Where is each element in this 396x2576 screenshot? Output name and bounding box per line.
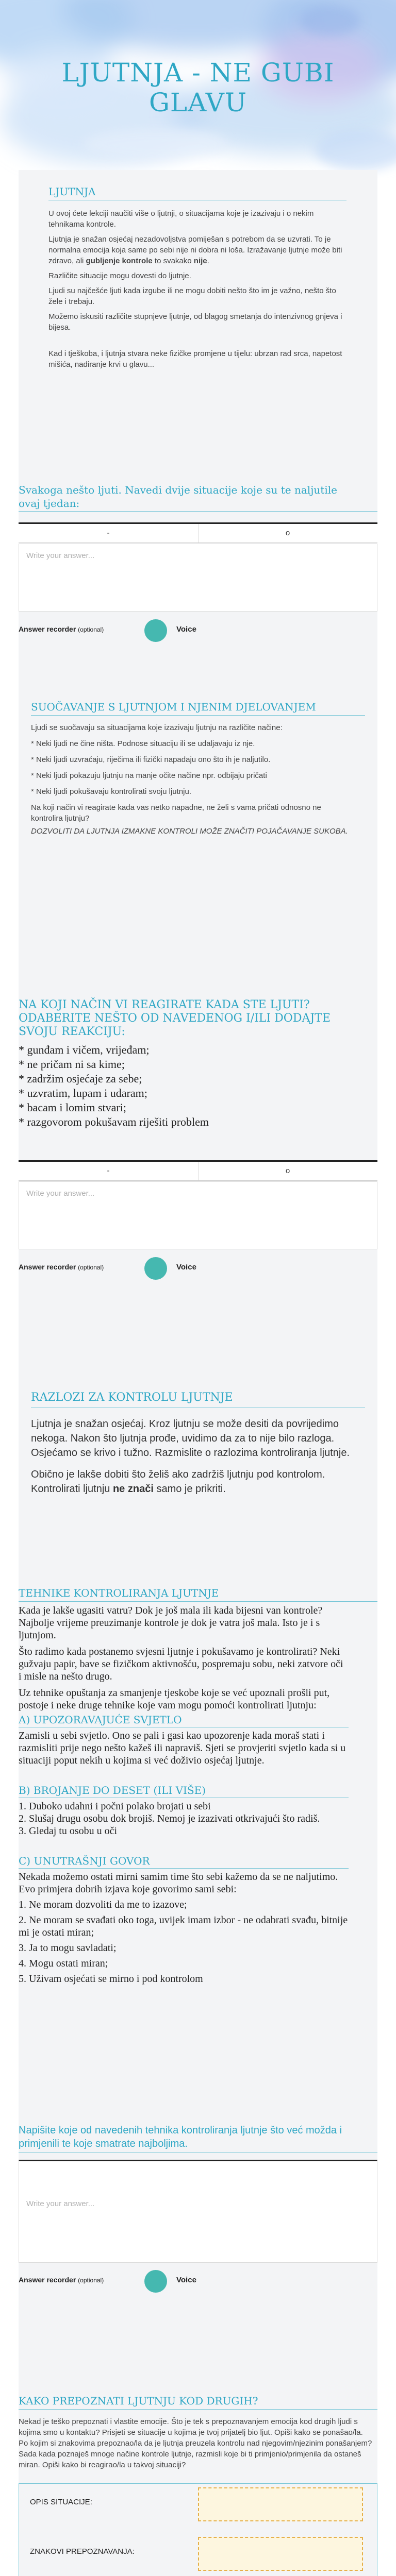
coping-caps-note: DOZVOLITI DA LJUTNJA IZMAKNE KONTROLI MOŽE ZNAČITI POJAČAVANJE SUKOBA. xyxy=(31,827,348,836)
intro-p4: Ljudi su najčešće ljuti kada izgube ili ne mogu dobiti nešto što im je važno, nešto što žele i trebaju. xyxy=(48,286,336,306)
question2-answer-field[interactable] xyxy=(19,1181,377,1249)
technique-c-heading: C) UNUTRAŠNJI GOVOR xyxy=(19,1855,150,1867)
row-label-situation: OPIS SITUACIJE: xyxy=(30,2498,92,2506)
table-col-2: o xyxy=(285,1166,290,1175)
recorder-label: Answer recorder (optional) xyxy=(19,625,104,633)
question1-answer-recorder xyxy=(19,619,377,640)
techniques-text xyxy=(19,1604,349,1985)
reaction-option: * razgovorom pokušavam riješiti problem xyxy=(19,1115,209,1128)
record-voice-button[interactable] xyxy=(144,619,167,642)
coping-question: Na koji način vi reagirate kada vas netko napadne, ne želi s vama pričati odnosno ne kontrolira ljutnju? xyxy=(31,803,321,823)
control-text xyxy=(31,1417,361,1496)
question1-answer-field[interactable] xyxy=(19,544,377,612)
answer-placeholder: Write your answer... xyxy=(26,1189,95,1198)
page-title-line1: LJUTNJA - NE GUBI xyxy=(61,58,335,88)
coping-item: * Neki ljudi pokazuju ljutnju na manje očite načine npr. odbijaju pričati xyxy=(31,771,267,780)
divider xyxy=(19,511,377,512)
technique-b-item: 2. Slušaj drugu osobu dok brojiš. Nemoj je izazivati otkrivajući što radiš. xyxy=(19,1813,320,1824)
tech-p2: Što radimo kada postanemo svjesni ljutnje i pokušavamo je kontrolirati? Neki gužvaju papir, bave se fizičkom aktivnošću, pospremaju sobu, neki zatvore oči i misle na nešto drugo. xyxy=(19,1646,343,1682)
control-p2-bold: ne znači xyxy=(112,1483,154,1495)
intro-p3: Različite situacije mogu dovesti do ljutnje. xyxy=(48,272,191,280)
coping-text xyxy=(31,722,351,837)
voice-label: Voice xyxy=(176,2276,196,2284)
reaction-option: * zadržim osjećaje za sebe; xyxy=(19,1072,142,1085)
question3-answer-field[interactable] xyxy=(19,2160,377,2263)
technique-b-item: 3. Gledaj tu osobu u oči xyxy=(19,1825,118,1837)
technique-c-item: 3. Ja to mogu savladati; xyxy=(19,1942,117,1954)
tech-p1: Kada je lakše ugasiti vatru? Dok je još mala ili kada bijesni van kontrole? Najbolje vrijeme preuzimanje kontrole je dok je vatra još mala. Isto je i s ljutnjom. xyxy=(19,1605,323,1641)
intro-p2-bold2: nije xyxy=(193,257,207,265)
table-col-1: - xyxy=(107,529,110,537)
intro-heading: LJUTNJA xyxy=(48,185,96,198)
recorder-label: Answer recorder (optional) xyxy=(19,2276,104,2284)
technique-c-item: 5. Uživam osjećati se mirno i pod kontrolom xyxy=(19,1973,203,1985)
control-p2: Obično je lakše dobiti što želiš ako zadržiš ljutnju pod kontrolom. Kontrolirati ljutnju ne znači samo je prikriti. xyxy=(31,1469,325,1495)
intro-p1: U ovoj ćete lekciji naučiti više o ljutnji, o situacijama koje je izazivaju i o nekim tehnikama kontrole. xyxy=(48,209,314,229)
coping-heading: SUOČAVANJE S LJUTNJOM I NJENIM DJELOVANJEM xyxy=(31,701,316,713)
voice-label: Voice xyxy=(176,625,196,634)
techniques-heading: TEHNIKE KONTROLIRANJA LJUTNJE xyxy=(19,1587,219,1599)
question1-table-header xyxy=(19,522,377,543)
technique-c-item: 2. Ne moram se svađati oko toga, uvijek imam izbor - ne odabrati svađu, bitnije mi je ostati miran; xyxy=(19,1914,348,1938)
technique-a-text: Zamisli u sebi svjetlo. Ono se pali i gasi kao upozorenje kada moraš stati i razmisliti prije nego nešto kažeš ili napraviš. Sjeti se provjeriti svjetlo kada si u situaciji poput nekih u kojima si već doživio osjećaj ljutnje. xyxy=(19,1730,346,1766)
page-title-line2: GLAVU xyxy=(148,88,247,117)
record-voice-button[interactable] xyxy=(144,1257,167,1280)
coping-item: * Neki ljudi pokušavaju kontrolirati svoju ljutnju. xyxy=(31,787,191,796)
recognize-text: Nekad je teško prepoznati i vlastite emocije. Što je tek s prepoznavanjem emocija kod drugih ljudi s kojima smo u kontaktu? Prisjeti se situacije u kojima je tvoj prijatelj bio ljut. Opiši kako se ponašao/la. Po kojim si znakovima prepoznao/la da je ljutnja preuzela kontrolu nad njegovim/njezinim ponašanjem? Sada kada poznaješ mnoge načine kontrole ljutnje, razmisli koje bi ti primjenio/primjenila da ostaneš miran. Opiši kako bi reagirao/la u takvoj situaciji? xyxy=(19,2417,372,2469)
reaction-option: * gunđam i vičem, vrijeđam; xyxy=(19,1043,150,1056)
situation-field[interactable] xyxy=(198,2487,363,2521)
question3-answer-recorder xyxy=(19,2270,377,2291)
technique-b-heading: B) BROJANJE DO DESET (ILI VIŠE) xyxy=(19,1784,206,1797)
recorder-label: Answer recorder (optional) xyxy=(19,1263,104,1271)
page-title xyxy=(0,58,396,117)
question3-prompt: Napišite koje od navedenih tehnika kontroliranja ljutnje što već možda i primjenili te koje smatrate najboljima. xyxy=(19,2125,342,2149)
tech-p3: Uz tehnike opuštanja za smanjenje tjeskobe koje se već upoznali prošli put, postoje i neke druge tehnike koje vam mogu pomoći kontrolirati ljutnju: xyxy=(19,1687,330,1711)
reaction-option: * bacam i lomim stvari; xyxy=(19,1101,126,1114)
coping-item: * Neki ljudi ne čine ništa. Podnose situaciju ili se udaljavaju iz nje. xyxy=(31,739,255,748)
reaction-option: * uzvratim, lupam i udaram; xyxy=(19,1087,147,1099)
intro-p2-bold1: gubljenje kontrole xyxy=(86,257,153,265)
recognize-heading: KAKO PREPOZNATI LJUTNJU KOD DRUGIH? xyxy=(19,2395,258,2407)
coping-intro: Ljudi se suočavaju sa situacijama koje izazivaju ljutnju na različite načine: xyxy=(31,723,283,732)
question2-answer-recorder xyxy=(19,1257,377,1278)
question2-options xyxy=(19,1043,354,1129)
control-heading: RAZLOZI ZA KONTROLU LJUTNJE xyxy=(31,1391,233,1404)
table-divider xyxy=(198,524,199,543)
technique-b-item: 1. Duboko udahni i počni polako brojati u sebi xyxy=(19,1801,211,1812)
reaction-option: * ne pričam ni sa kime; xyxy=(19,1058,125,1071)
divider xyxy=(31,715,365,716)
technique-a-heading: A) UPOZORAVAJUĆE SVJETLO xyxy=(19,1714,182,1726)
divider xyxy=(19,1601,377,1602)
answer-placeholder: Write your answer... xyxy=(26,2199,95,2208)
technique-c-item: 1. Ne moram dozvoliti da me to izazove; xyxy=(19,1899,187,1910)
divider xyxy=(19,2409,377,2410)
coping-item: * Neki ljudi uzvraćaju, riječima ili fizički napadaju ono što ih je naljutilo. xyxy=(31,755,271,764)
question1-prompt: Svakoga nešto ljuti. Navedi dvije situacije koje su te naljutile ovaj tjedan: xyxy=(19,484,337,510)
intro-p5: Možemo iskusiti različite stupnjeve ljutnje, od blagog smetanja do intenzivnog gnjeva i bijesa. xyxy=(48,312,342,332)
hero-banner xyxy=(0,0,396,178)
technique-c-item: 4. Mogu ostati miran; xyxy=(19,1958,108,1969)
technique-c-intro: Nekada možemo ostati mirni samim time što sebi kažemo da se ne naljutimo. Evo primjera dobrih izjava koje govorimo sami sebi: xyxy=(19,1871,338,1895)
record-voice-button[interactable] xyxy=(144,2270,167,2293)
voice-label: Voice xyxy=(176,1263,196,1272)
question2-prompt: NA KOJI NAČIN VI REAGIRATE KADA STE LJUTI? ODABERITE NEŠTO OD NAVEDENOG I/ILI DODAJTE SVOJU REAKCIJU: xyxy=(19,998,331,1038)
control-p1: Ljutnja je snažan osjećaj. Kroz ljutnju se može desiti da povrijedimo nekoga. Nakon što ljutnja prođe, uvidimo da za to nije bilo razloga. Osjećamo se krivo i tužno. Razmislite o razlozima kontroliranja ljutnje. xyxy=(31,1418,350,1459)
table-divider xyxy=(198,1162,199,1180)
divider xyxy=(19,1868,349,1869)
row-label-signs: ZNAKOVI PREPOZNAVANJA: xyxy=(30,2547,135,2556)
intro-p6: Kad i tješkoba, i ljutnja stvara neke fizičke promjene u tijelu: ubrzan rad srca, napetost mišića, nadiranje krvi u glavu... xyxy=(48,349,342,369)
signs-field[interactable] xyxy=(198,2537,363,2571)
intro-text xyxy=(48,208,346,370)
question2-table-header xyxy=(19,1160,377,1180)
worksheet-body xyxy=(19,170,377,2576)
table-col-2: o xyxy=(285,529,290,537)
table-col-1: - xyxy=(107,1166,110,1175)
intro-p2: Ljutnja je snažan osjećaj nezadovoljstva pomiješan s potrebom da se uzvrati. To je normalna emocija koja same po sebi nije ni dobra ni loša. Izražavanje ljutnje može biti zdravo, ali gubljenje kontrole to svakako nije. xyxy=(48,235,342,265)
answer-placeholder: Write your answer... xyxy=(26,551,95,560)
